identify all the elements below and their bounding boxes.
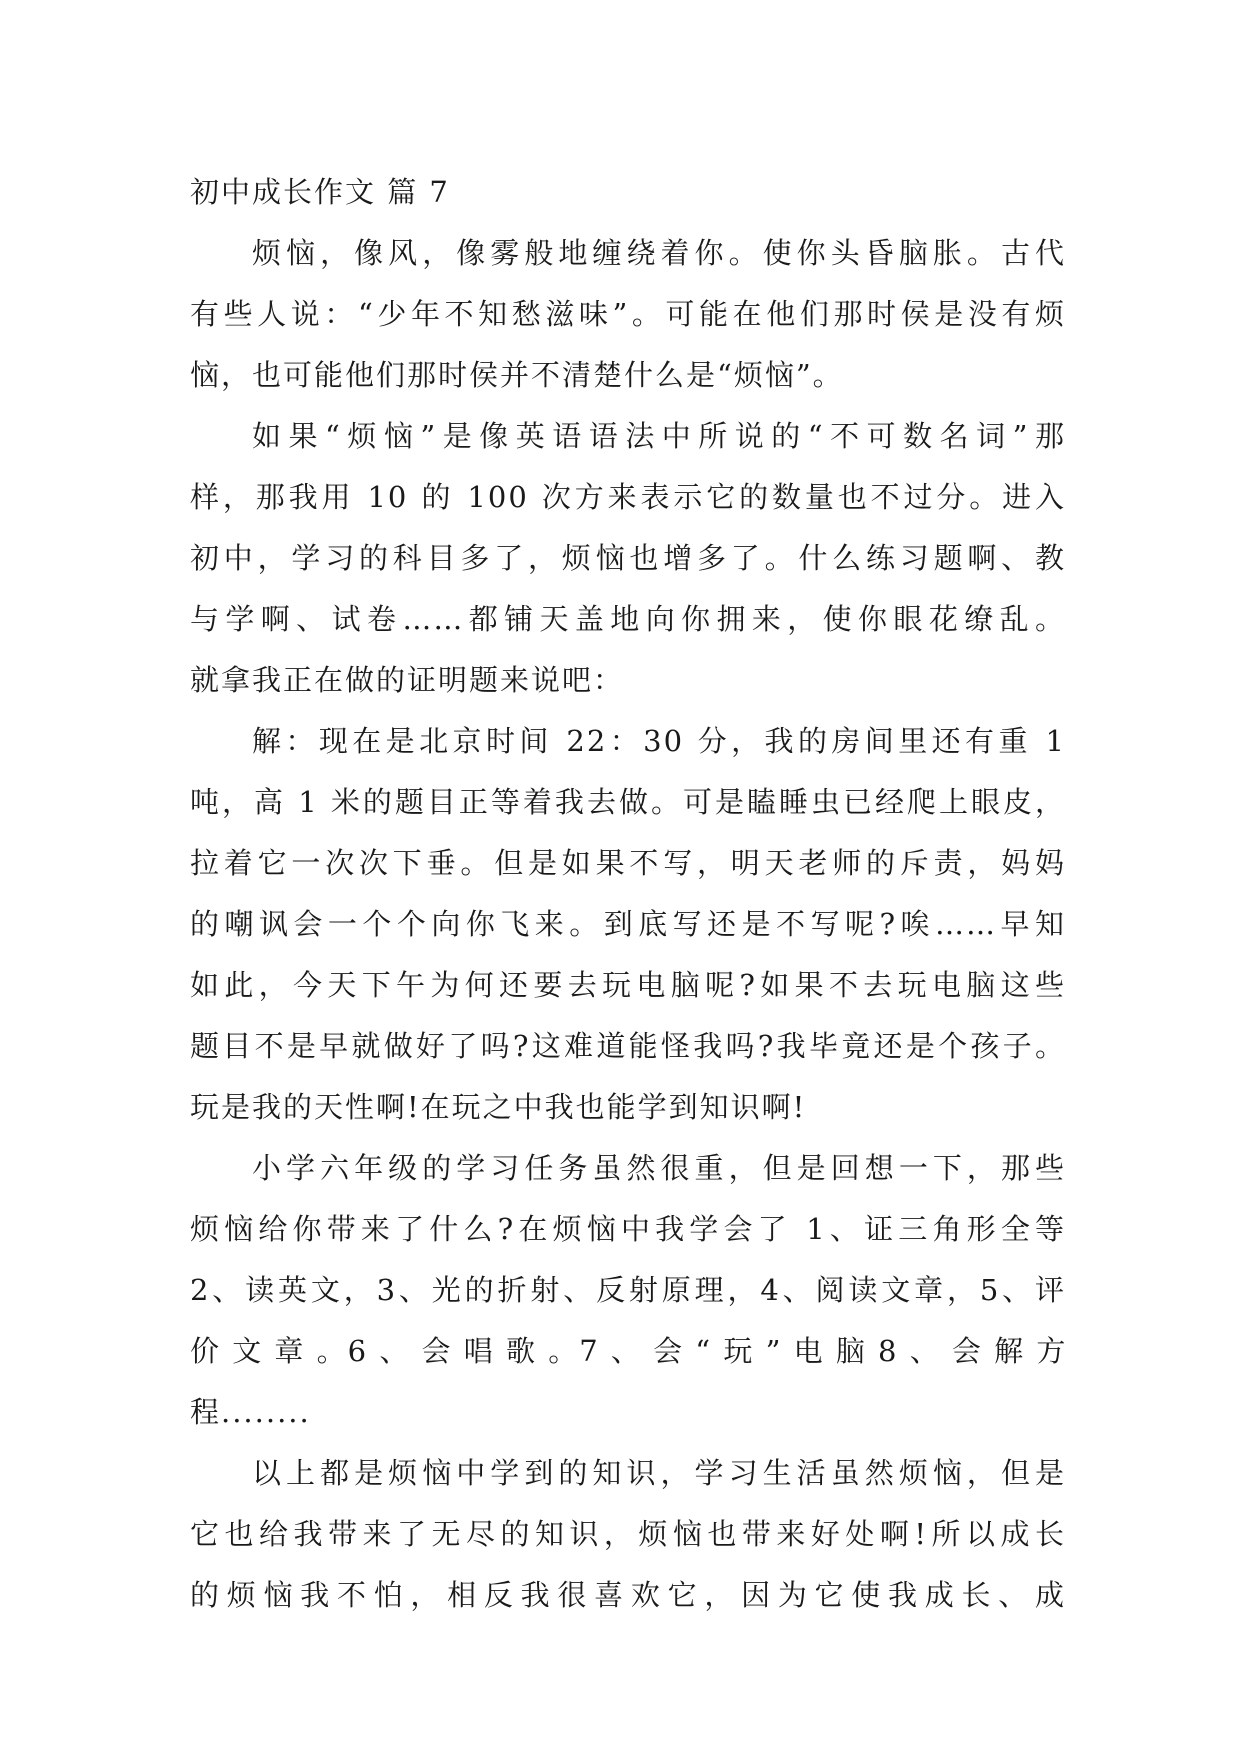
paragraph-3 xyxy=(190,711,1066,1138)
paragraph-line: 烦恼，像风，像雾般地缠绕着你。使你头昏脑胀。古代 xyxy=(252,236,1066,270)
paragraph-line: 如果“烦恼”是像英语语法中所说的“不可数名词”那 xyxy=(252,419,1066,453)
paragraph-line: 题目不是早就做好了吗?这难道能怪我吗?我毕竟还是个孩子。 xyxy=(190,1029,1066,1063)
paragraph-line: 小学六年级的学习任务虽然很重，但是回想一下，那些 xyxy=(252,1151,1066,1185)
paragraph-line: 初中，学习的科目多了，烦恼也增多了。什么练习题啊、教 xyxy=(190,541,1066,575)
paragraph-line: 2、读英文，3、光的折射、反射原理，4、阅读文章，5、评 xyxy=(190,1273,1066,1307)
paragraph-1 xyxy=(190,223,1066,406)
paragraph-line: 有些人说：“少年不知愁滋味”。可能在他们那时侯是没有烦 xyxy=(190,297,1066,331)
paragraph-line: 的烦恼我不怕，相反我很喜欢它，因为它使我成长、成 xyxy=(190,1578,1066,1612)
document-body xyxy=(190,162,1066,1626)
paragraph-line: 烦恼给你带来了什么?在烦恼中我学会了 1、证三角形全等 xyxy=(190,1212,1066,1246)
paragraph-2 xyxy=(190,406,1066,711)
paragraph-line: 它也给我带来了无尽的知识，烦恼也带来好处啊!所以成长 xyxy=(190,1517,1066,1551)
paragraph-line: 样，那我用 10 的 100 次方来表示它的数量也不过分。进入 xyxy=(190,480,1066,514)
paragraph-line: 玩是我的天性啊!在玩之中我也能学到知识啊! xyxy=(190,1090,807,1124)
paragraph-line: 以上都是烦恼中学到的知识，学习生活虽然烦恼，但是 xyxy=(252,1456,1066,1490)
essay-title: 初中成长作文 篇 7 xyxy=(190,175,450,209)
paragraph-line: 如此，今天下午为何还要去玩电脑呢?如果不去玩电脑这些 xyxy=(190,968,1066,1002)
paragraph-line: 恼，也可能他们那时侯并不清楚什么是“烦恼”。 xyxy=(190,358,844,392)
paragraph-line: 程........ xyxy=(190,1395,311,1429)
paragraph-4 xyxy=(190,1138,1066,1443)
paragraph-line: 价 文 章 。6 、 会 唱 歌 。7 、 会 “ 玩 ” 电 脑 8 、 会 解 方 xyxy=(190,1334,1068,1368)
paragraph-line: 的嘲讽会一个个向你飞来。到底写还是不写呢?唉……早知 xyxy=(190,907,1066,941)
paragraph-5 xyxy=(190,1443,1066,1626)
paragraph-line: 与学啊、试卷……都铺天盖地向你拥来，使你眼花缭乱。 xyxy=(190,602,1066,636)
paragraph-line: 吨，高 1 米的题目正等着我去做。可是瞌睡虫已经爬上眼皮， xyxy=(190,785,1066,819)
paragraph-line: 解：现在是北京时间 22：30 分，我的房间里还有重 1 xyxy=(252,724,1066,758)
paragraph-line: 拉着它一次次下垂。但是如果不写，明天老师的斥责，妈妈 xyxy=(190,846,1066,880)
paragraph-line: 就拿我正在做的证明题来说吧： xyxy=(190,663,625,697)
